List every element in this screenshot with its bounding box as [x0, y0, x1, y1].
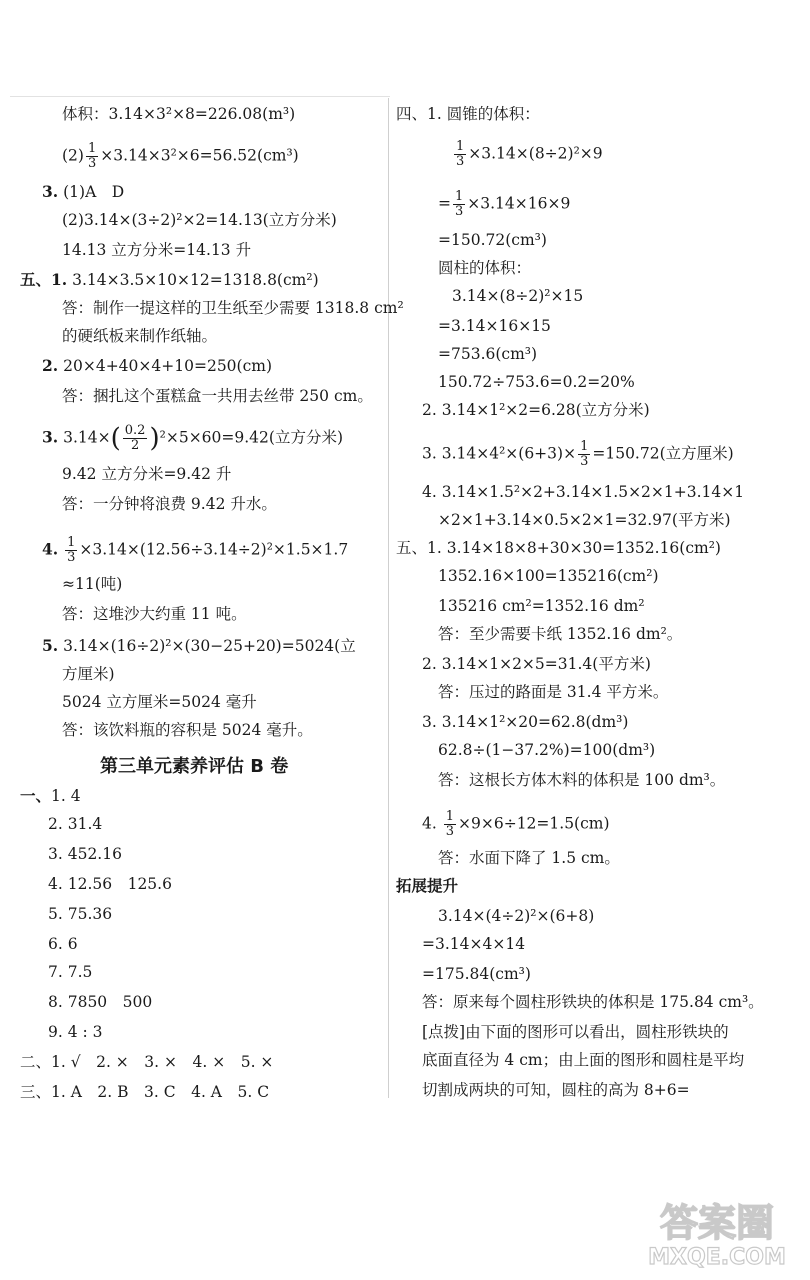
- fraction: $\frac{1}{3}$: [455, 189, 464, 219]
- s5-q1-answer-cont: 的硬纸板来制作纸轴。: [62, 327, 218, 345]
- r-cone-step: = $\frac{1}{3}$ ×3.14×16×9: [438, 189, 571, 219]
- section-title: 第三单元素养评估 B 卷: [100, 756, 289, 777]
- s1-q5: 5. 75.36: [48, 905, 113, 923]
- r-cone-formula: $\frac{1}{3}$ ×3.14×(8÷2)²×9: [456, 139, 603, 169]
- r-s5-q3-answer: 答：这根长方体木料的体积是 100 dm³。: [438, 771, 726, 789]
- fraction: $\frac{0.2}{2}$: [124, 423, 146, 453]
- r-ratio: 150.72÷753.6=0.2=20%: [438, 373, 635, 391]
- r-s5-q4: 4. $\frac{1}{3}$ ×9×6÷12=1.5(cm): [422, 809, 610, 839]
- s5-q3-conversion: 9.42 立方分米=9.42 升: [62, 465, 232, 483]
- s5-q3: 3. 3.14×( $\frac{0.2}{2}$ )²×5×60=9.42(立方分米): [42, 423, 343, 454]
- s1-q4: 4. 12.56 125.6: [48, 875, 172, 893]
- s3-answers: 三、1. A 2. B 3. C 4. A 5. C: [20, 1083, 270, 1101]
- s5-q4-result: ≈11(吨): [62, 575, 123, 593]
- watermark-logo: [632, 1192, 802, 1272]
- s2-answers: 二、1. √ 2. × 3. × 4. × 5. ×: [20, 1053, 274, 1071]
- r-s5-q1-conversion: 135216 cm²=1352.16 dm²: [438, 597, 645, 615]
- r-q4: 4. 3.14×1.5²×2+3.14×1.5×2×1+3.14×1: [422, 483, 745, 501]
- fraction: $\frac{1}{3}$: [456, 139, 465, 169]
- top-rule: [10, 96, 390, 97]
- r-cone-result: =150.72(cm³): [438, 231, 547, 249]
- r-ext-formula: 3.14×(4÷2)²×(6+8): [438, 907, 595, 925]
- fraction: $\frac{1}{3}$: [87, 141, 97, 171]
- r-s5-q1-answer: 答：至少需要卡纸 1352.16 dm²。: [438, 625, 683, 643]
- s5-q2-answer: 答：捆扎这个蛋糕盒一共用去丝带 250 cm。: [62, 387, 373, 405]
- s1-q9: 9. 4 : 3: [48, 1023, 103, 1041]
- s1-q3: 3. 452.16: [48, 845, 122, 863]
- r-cylinder-formula: 3.14×(8÷2)²×15: [452, 287, 584, 305]
- r-q4-cont: ×2×1+3.14×0.5×2×1=32.97(平方米): [438, 511, 731, 529]
- s5-q1: 五、1. 3.14×3.5×10×12=1318.8(cm²): [20, 270, 319, 289]
- s5-q5-answer: 答：该饮料瓶的容积是 5024 毫升。: [62, 721, 313, 739]
- r-ext-result: =175.84(cm³): [422, 965, 531, 983]
- s1-q2: 2. 31.4: [48, 815, 103, 833]
- q3-part2: (2)3.14×(3÷2)²×2=14.13(立方分米): [62, 211, 337, 229]
- r-cylinder-step: =3.14×16×15: [438, 317, 551, 335]
- fraction: $\frac{1}{3}$: [67, 535, 76, 565]
- r-q1-title: 四、1. 圆锥的体积：: [396, 105, 540, 123]
- s5-q4: 4. $\frac{1}{3}$ ×3.14×(12.56÷3.14÷2)²×1.5×1.7: [42, 535, 349, 565]
- r-q2: 2. 3.14×1²×2=6.28(立方分米): [422, 401, 650, 419]
- r-ext-step: =3.14×4×14: [422, 935, 526, 953]
- s5-q1-answer: 答：制作一提这样的卫生纸至少需要 1318.8 cm²: [62, 299, 404, 317]
- s5-q5-cont: 方厘米): [62, 665, 115, 683]
- r-s5-q3: 3. 3.14×1²×20=62.8(dm³): [422, 713, 629, 731]
- s5-q5: 5. 3.14×(16÷2)²×(30−25+20)=5024(立: [42, 636, 356, 655]
- s1-q6: 6. 6: [48, 935, 78, 953]
- r-cylinder-result: =753.6(cm³): [438, 345, 538, 363]
- s1-q7: 7. 7.5: [48, 963, 93, 981]
- q3-line: 3. (1)A D: [42, 182, 125, 201]
- r-extension-title: 拓展提升: [396, 877, 459, 895]
- fraction: $\frac{1}{3}$: [445, 809, 455, 839]
- r-s5-q4-answer: 答：水面下降了 1.5 cm。: [438, 849, 620, 867]
- q3-conversion: 14.13 立方分米=14.13 升: [62, 241, 252, 259]
- column-divider: [388, 98, 389, 1098]
- r-s5-q3-step: 62.8÷(1−37.2%)=100(dm³): [438, 741, 656, 759]
- r-s5-q1-step: 1352.16×100=135216(cm²): [438, 567, 659, 585]
- s1-q8: 8. 7850 500: [48, 993, 153, 1011]
- s5-q3-answer: 答：一分钟将浪费 9.42 升水。: [62, 495, 277, 513]
- r-s5-q2-answer: 答：压过的路面是 31.4 平方米。: [438, 683, 669, 701]
- s5-q4-answer: 答：这堆沙大约重 11 吨。: [62, 605, 247, 623]
- r-hint-2: 底面直径为 4 cm；由上面的图形和圆柱是平均: [422, 1051, 745, 1069]
- s1-q1: 一、1. 4: [20, 787, 81, 805]
- r-hint-1: [点拨]由下面的图形可以看出，圆柱形铁块的: [422, 1023, 729, 1041]
- watermark-text: 答案圈: [659, 1201, 775, 1245]
- watermark-url: MXQE.COM: [648, 1245, 786, 1270]
- r-s5-q1: 五、1. 3.14×18×8+30×30=1352.16(cm²): [396, 539, 721, 557]
- r-cylinder-title: 圆柱的体积：: [438, 259, 532, 277]
- r-hint-3: 切割成两块的可知，圆柱的高为 8+6=: [422, 1081, 690, 1099]
- r-s5-q2: 2. 3.14×1×2×5=31.4(平方米): [422, 655, 651, 673]
- fraction: $\frac{1}{3}$: [580, 439, 589, 469]
- s5-q5-conversion: 5024 立方厘米=5024 毫升: [62, 693, 257, 711]
- q2-line: (2) $\frac{1}{3}$ ×3.14×3²×6=56.52(cm³): [62, 141, 299, 171]
- r-q3: 3. 3.14×4²×(6+3)× $\frac{1}{3}$ =150.72(立方厘米): [422, 439, 734, 469]
- r-ext-answer: 答：原来每个圆柱形铁块的体积是 175.84 cm³。: [422, 993, 764, 1011]
- volume-line: 体积：3.14×3²×8=226.08(m³): [62, 105, 296, 123]
- s5-q2: 2. 20×4+40×4+10=250(cm): [42, 356, 273, 375]
